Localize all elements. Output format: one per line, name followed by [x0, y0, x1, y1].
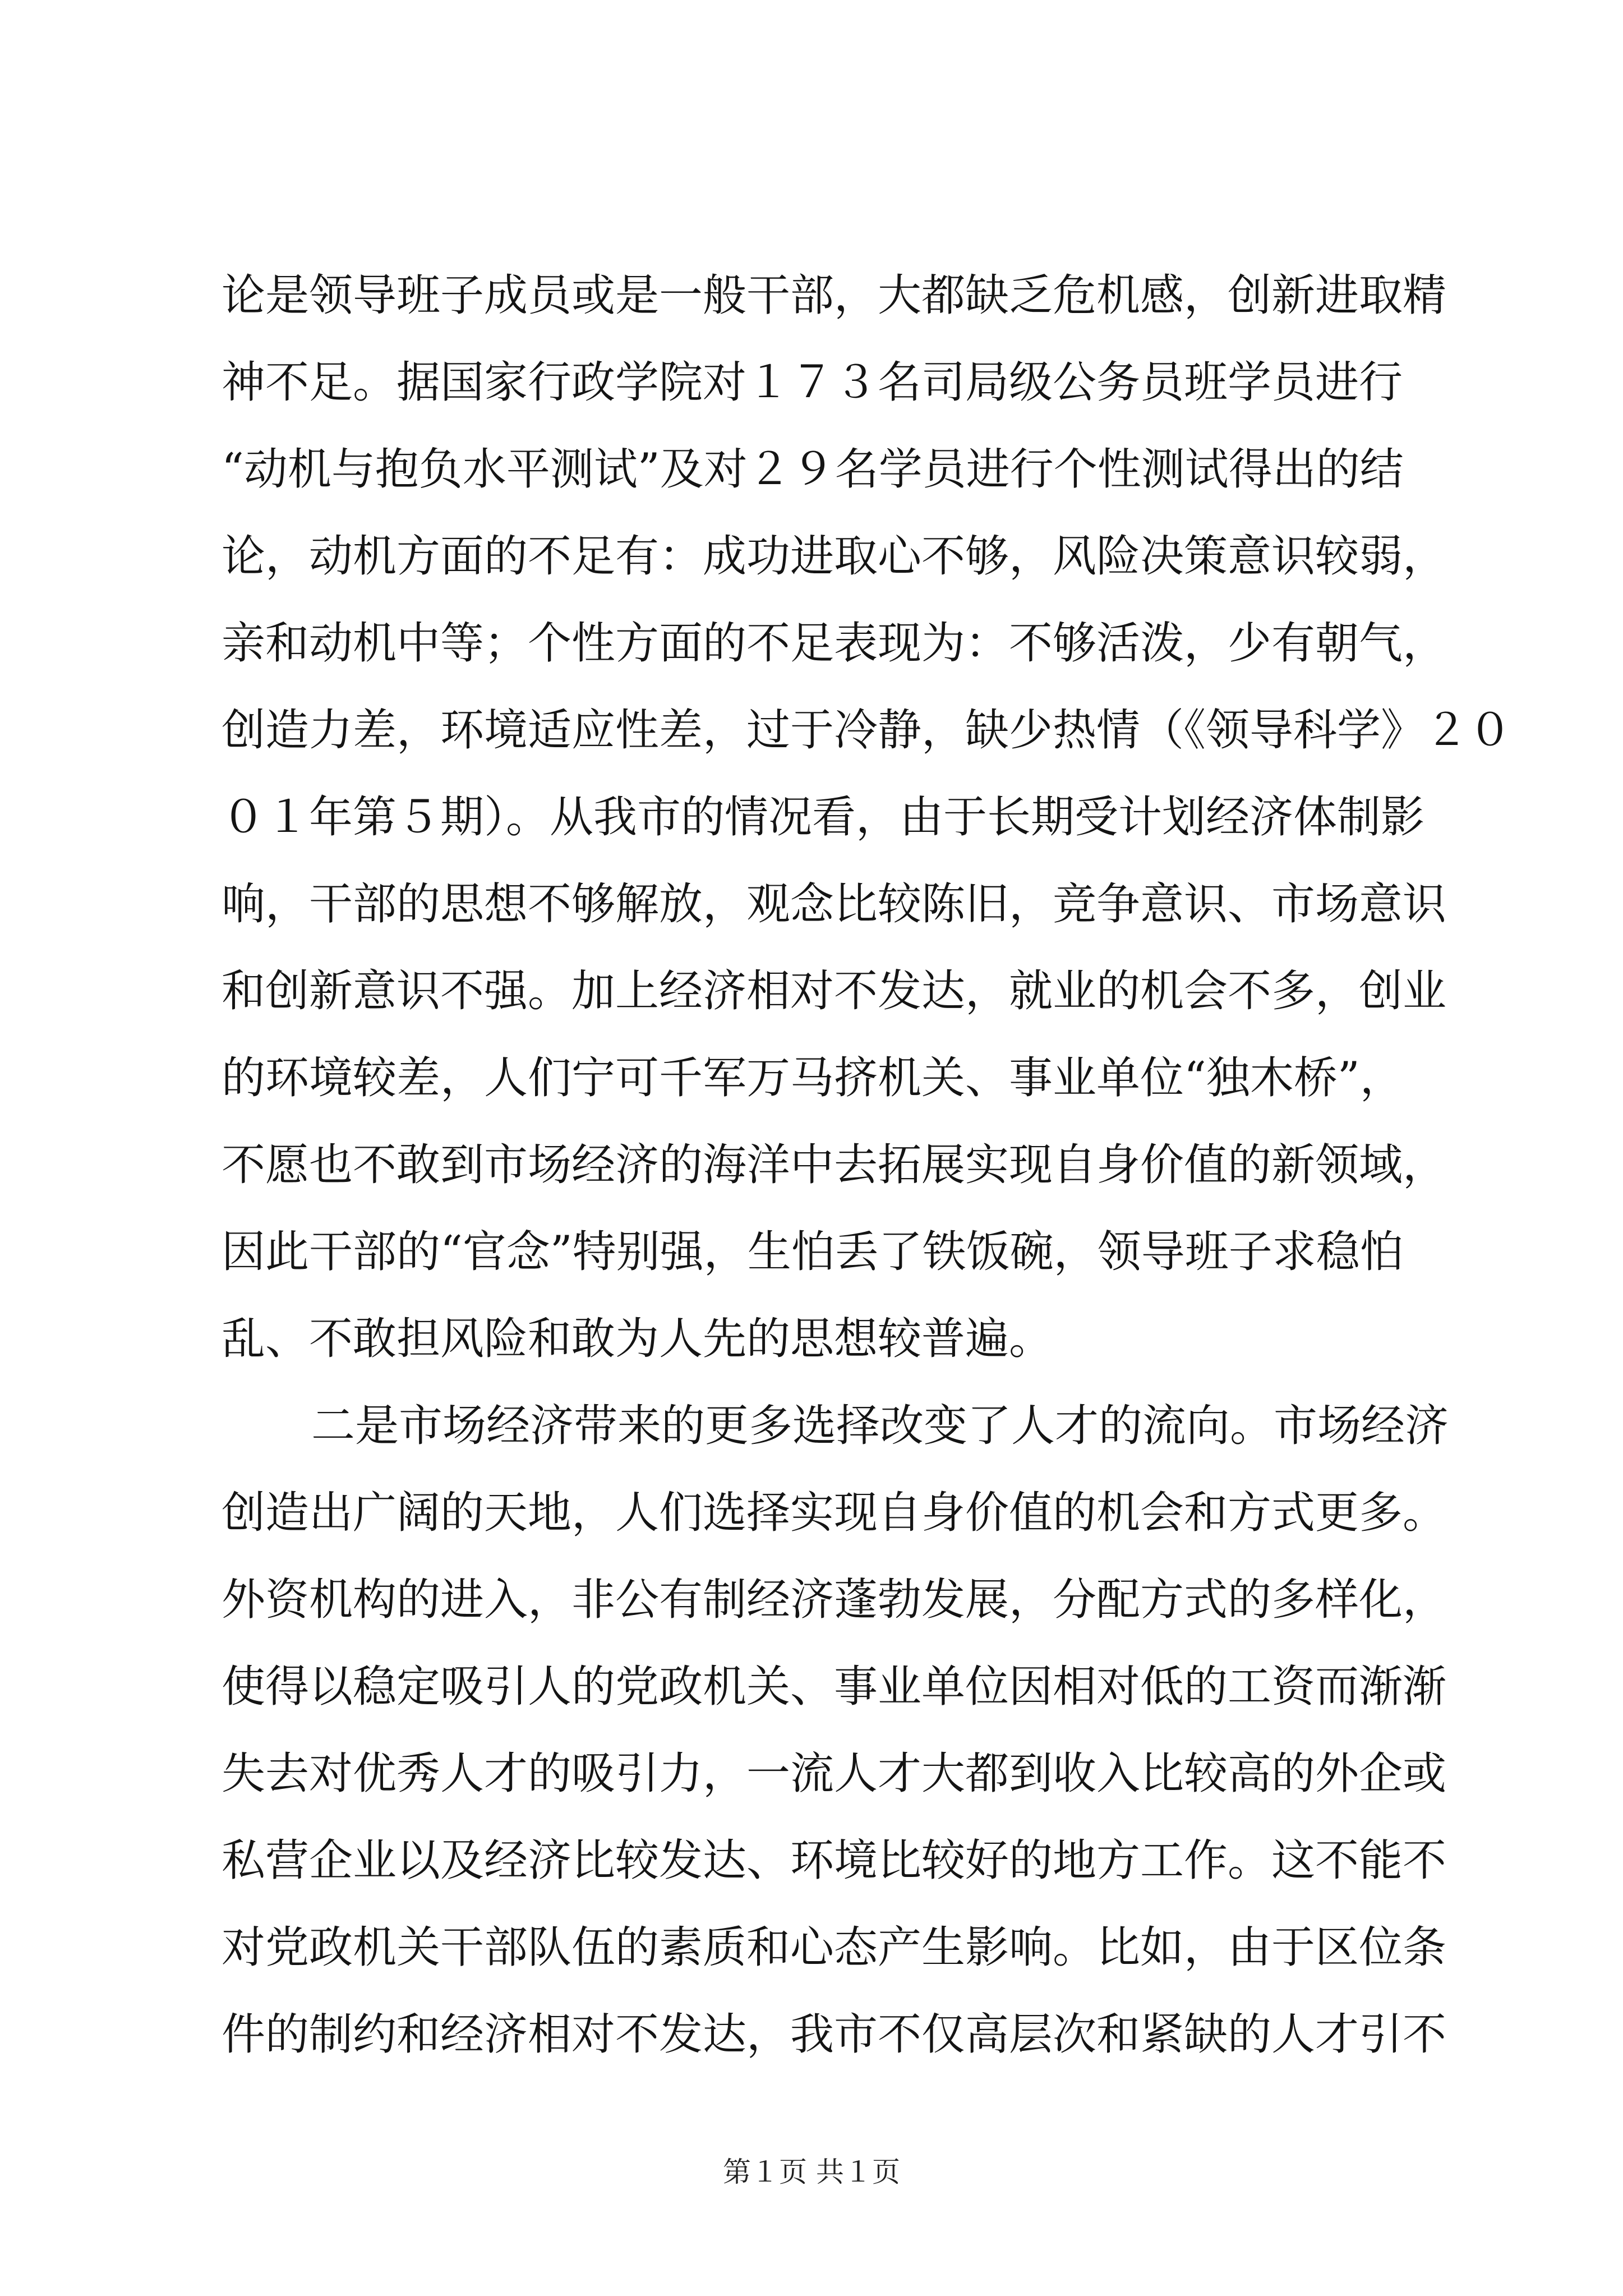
page-footer	[0, 2155, 1623, 2189]
text-line: 私营企业以及经济比较发达、环境比较好的地方工作。这不能不	[222, 1835, 1447, 1886]
text-line: 乱、不敢担风险和敢为人先的思想较普遍。	[222, 1314, 1053, 1364]
text-line: 失去对优秀人才的吸引力，一流人才大都到收入比较高的外企或	[222, 1749, 1447, 1799]
text-line: 论是领导班子成员或是一般干部，大都缺乏危机感，创新进取精	[222, 270, 1447, 321]
text-line: 因此干部的“官念”特别强，生怕丢了铁饭碗，领导班子求稳怕	[222, 1227, 1404, 1277]
text-line: 亲和动机中等；个性方面的不足表现为：不够活泼，少有朝气，	[222, 618, 1447, 669]
text-line: 不愿也不敢到市场经济的海洋中去拓展实现自身价值的新领域，	[222, 1140, 1447, 1190]
text-line: 外资机构的进入，非公有制经济蓬勃发展，分配方式的多样化，	[222, 1575, 1447, 1625]
document-body	[222, 252, 1513, 2078]
text-line: 论，动机方面的不足有：成功进取心不够，风险决策意识较弱，	[222, 531, 1447, 582]
text-line: 创造力差，环境适应性差，过于冷静，缺少热情（《领导科学》２０	[222, 705, 1513, 756]
text-line: 使得以稳定吸引人的党政机关、事业单位因相对低的工资而渐渐	[222, 1662, 1447, 1712]
text-line: “动机与抱负水平测试”及对２９名学员进行个性测试得出的结	[222, 444, 1404, 495]
paragraph-1	[222, 252, 1513, 1383]
paragraph-2	[222, 1383, 1449, 2078]
text-line: 件的制约和经济相对不发达，我市不仅高层次和紧缺的人才引不	[222, 2009, 1447, 2060]
text-line: 对党政机关干部队伍的素质和心态产生影响。比如，由于区位条	[222, 1922, 1447, 1973]
text-line-first-indented: 二是市场经济带来的更多选择改变了人才的流向。市场经济	[311, 1401, 1449, 1451]
text-line: ０１年第５期）。从我市的情况看，由于长期受计划经济体制影	[222, 792, 1425, 843]
text-line: 神不足。据国家行政学院对１７３名司局级公务员班学员进行	[222, 357, 1403, 408]
text-line: 的环境较差，人们宁可千军万马挤机关、事业单位“独木桥”，	[222, 1053, 1404, 1103]
text-line: 响，干部的思想不够解放，观念比较陈旧，竞争意识、市场意识	[222, 879, 1447, 930]
text-line: 创造出广阔的天地，人们选择实现自身价值的机会和方式更多。	[222, 1488, 1447, 1538]
text-line: 和创新意识不强。加上经济相对不发达，就业的机会不多，创业	[222, 966, 1447, 1016]
page-number-label: 第１页 共１页	[723, 2156, 900, 2188]
